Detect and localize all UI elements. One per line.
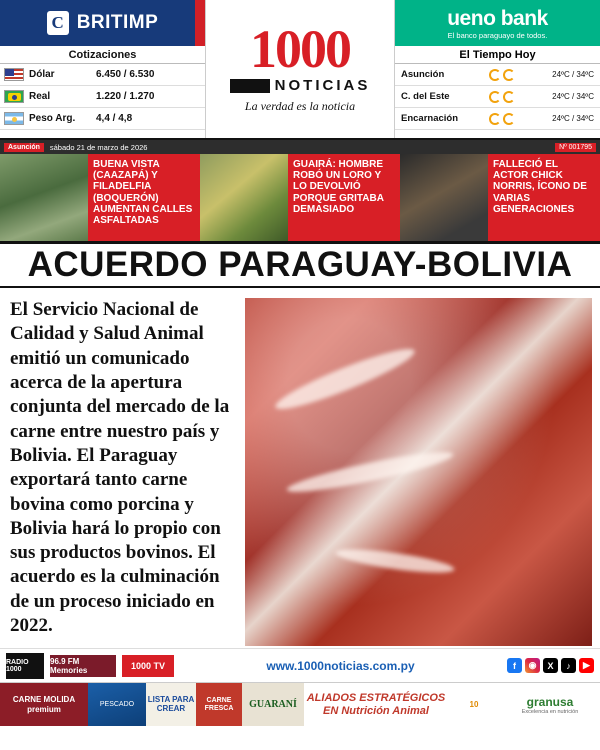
instagram-icon[interactable]: ◉ xyxy=(525,658,540,673)
main-content xyxy=(0,288,600,648)
weather-row-cde xyxy=(395,86,600,108)
granusa-name: granusa xyxy=(526,694,574,709)
ueno-bank-ad[interactable] xyxy=(395,0,600,46)
currency-name: Dólar xyxy=(29,69,55,80)
aliados-line2: EN Nutrición Animal xyxy=(323,704,429,717)
britimp-ad[interactable] xyxy=(0,0,205,46)
us-flag-icon xyxy=(4,68,24,81)
logo-slogan: La verdad es la noticia xyxy=(244,99,356,114)
aliados-ad[interactable] xyxy=(304,683,448,726)
sun-icon xyxy=(503,91,515,103)
masthead xyxy=(0,0,600,140)
facebook-icon[interactable]: f xyxy=(507,658,522,673)
ticker-headline-3[interactable]: FALLECIÓ EL ACTOR CHICK NORRIS, ÍCONO DE VARIAS GENERACIONES xyxy=(488,154,600,241)
aliados-line1: ALIADOS ESTRATÉGICOS xyxy=(306,692,446,705)
granusa-tagline: Excelencia en nutrición xyxy=(521,708,579,715)
youtube-icon[interactable]: ▶ xyxy=(579,658,594,673)
masthead-right xyxy=(395,0,600,138)
weather-city: Asunción xyxy=(401,69,445,80)
carne-ad[interactable]: CARNE FRESCA xyxy=(196,683,242,726)
logo-number: 1000 xyxy=(250,18,350,79)
memories-fm-logo[interactable]: 96.9 FM Memories xyxy=(50,655,116,677)
main-photo xyxy=(245,298,592,646)
ten-ad[interactable]: 10 xyxy=(448,683,500,726)
cotizacion-row-peso xyxy=(0,108,205,130)
headline-ticker xyxy=(0,154,600,244)
weather-city: C. del Este xyxy=(401,91,450,102)
photo-detail xyxy=(271,341,418,418)
ticker-photo-3 xyxy=(400,154,488,241)
cotizacion-row-real xyxy=(0,86,205,108)
radio-1000-logo[interactable]: RADIO 1000 xyxy=(6,653,44,679)
granusa-ad[interactable] xyxy=(500,683,600,726)
photo-detail xyxy=(334,545,455,578)
currency-value: 4,4 / 4,8 xyxy=(96,113,133,124)
date-strip xyxy=(0,140,600,154)
ar-flag-icon xyxy=(4,112,24,125)
logo-block-left xyxy=(230,79,270,93)
masthead-left xyxy=(0,0,205,138)
weather-icons xyxy=(489,113,538,125)
ticker-headline-1[interactable]: BUENA VISTA (CAAZAPÁ) Y FILADELFIA (BOQUERÓN) AUMENTAN CALLES ASFALTADAS xyxy=(88,154,200,241)
guarani-ad[interactable]: GUARANÍ xyxy=(242,683,304,726)
currency-value: 1.220 / 1.270 xyxy=(96,91,155,102)
photo-detail xyxy=(285,446,455,499)
logo-noticias-row xyxy=(230,77,371,94)
sun-icon xyxy=(489,69,501,81)
ticker-photo-2 xyxy=(200,154,288,241)
website-url[interactable]: www.1000noticias.com.py xyxy=(266,658,415,673)
ticker-photo-1 xyxy=(0,154,88,241)
footer-url-bar xyxy=(0,648,600,682)
cotizaciones-title: Cotizaciones xyxy=(0,46,205,64)
weather-temp: 24ºC / 34ºC xyxy=(552,92,594,101)
edition-city: Asunción xyxy=(4,143,44,152)
weather-row-encarnacion xyxy=(395,108,600,130)
sun-icon xyxy=(503,113,515,125)
x-twitter-icon[interactable]: X xyxy=(543,658,558,673)
weather-temp: 24ºC / 34ºC xyxy=(552,70,594,79)
edition-number: Nº 001795 xyxy=(555,143,596,152)
weather-icons xyxy=(489,91,538,103)
cotizacion-row-dolar xyxy=(0,64,205,86)
lista-ad[interactable]: LISTA PARA CREAR xyxy=(146,683,196,726)
tv-1000-logo[interactable]: 1000 TV xyxy=(122,655,174,677)
carne-molida-ad[interactable]: CARNE MOLIDA premium xyxy=(0,683,88,726)
weather-title: El Tiempo Hoy xyxy=(395,46,600,64)
weather-row-asuncion xyxy=(395,64,600,86)
newspaper-logo xyxy=(205,0,395,138)
sun-icon xyxy=(503,69,515,81)
fish-ad[interactable]: PESCADO xyxy=(88,683,146,726)
britimp-label: BRITIMP xyxy=(76,12,159,33)
weather-temp: 24ºC / 34ºC xyxy=(552,114,594,123)
page-title: ACUERDO PARAGUAY-BOLIVIA xyxy=(0,244,600,288)
ueno-name: ueno bank xyxy=(447,6,548,30)
ueno-tagline: El banco paraguayo de todos. xyxy=(447,30,548,40)
tiktok-icon[interactable]: ♪ xyxy=(561,658,576,673)
logo-word: NOTICIAS xyxy=(274,77,371,95)
br-flag-icon xyxy=(4,90,24,103)
sun-icon xyxy=(489,91,501,103)
weather-city: Encarnación xyxy=(401,113,459,124)
footer-ads xyxy=(0,682,600,726)
currency-name: Real xyxy=(29,91,51,102)
britimp-logo-icon: C xyxy=(47,11,69,35)
sun-icon xyxy=(489,113,501,125)
weather-icons xyxy=(489,69,538,81)
ticker-headline-2[interactable]: GUAIRÁ: HOMBRE ROBÓ UN LORO Y LO DEVOLVIÓ PORQUE GRITABA DEMASIADO xyxy=(288,154,400,241)
currency-name: Peso Arg. xyxy=(29,113,76,124)
currency-value: 6.450 / 6.530 xyxy=(96,69,155,80)
edition-date: sábado 21 de marzo de 2026 xyxy=(49,142,148,152)
social-links xyxy=(507,658,594,673)
lead-paragraph: El Servicio Nacional de Calidad y Salud Animal emitió un comunicado acerca de la apertura conjunta del mercado de la carne entre nuestro país y Bolivia. El Paraguay exportará tanto carne bovina como porcina y Bolivia hará lo propio con sus productos bovinos. El acuerdo es la culminación de un proceso iniciado en 2022. xyxy=(10,299,230,637)
